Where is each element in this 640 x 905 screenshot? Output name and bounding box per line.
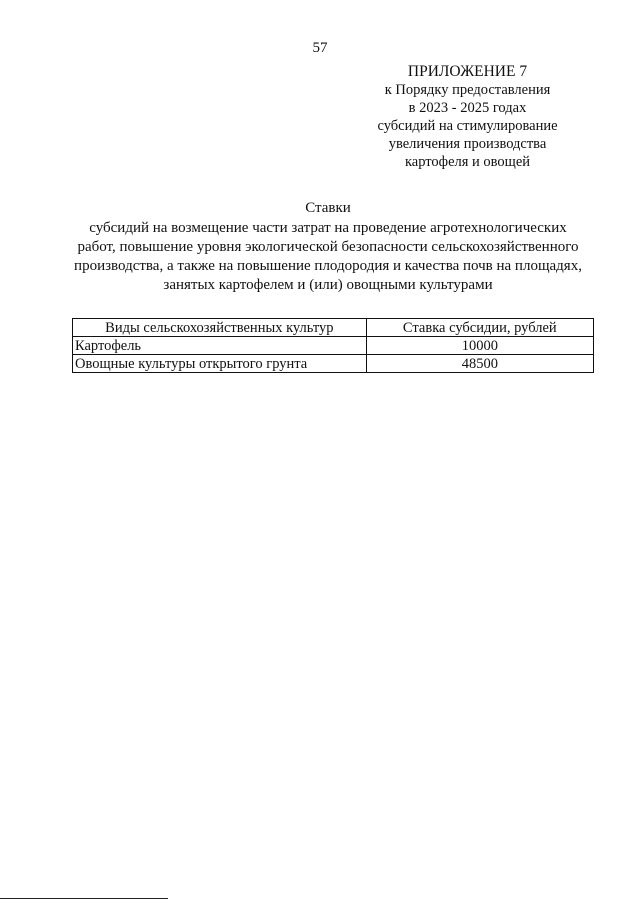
cell-rate: 48500 <box>366 355 593 373</box>
bottom-scan-line <box>0 898 168 899</box>
cell-rate: 10000 <box>366 337 593 355</box>
appendix-line: субсидий на стимулирование <box>377 118 558 134</box>
appendix-line: картофеля и овощей <box>404 154 531 170</box>
table-row <box>73 337 594 355</box>
subsidy-rates-table <box>72 318 594 373</box>
heading-line: занятых картофелем и (или) овощными культурами <box>163 277 493 293</box>
appendix-line: в 2023 - 2025 годах <box>408 100 527 116</box>
page-number: 57 <box>312 40 328 56</box>
table-header-row <box>73 319 594 337</box>
heading-line: субсидий на возмещение части затрат на проведение агротехнологических <box>89 220 567 236</box>
cell-crop: Картофель <box>73 337 367 355</box>
appendix-line: к Порядку предоставления <box>384 82 551 98</box>
table-row <box>73 355 594 373</box>
heading-title: Ставки <box>305 200 351 216</box>
heading-line: производства, а также на повышение плодородия и качества почв на площадях, <box>74 258 582 274</box>
header-crop-type: Виды сельскохозяйственных культур <box>73 319 367 337</box>
heading-line: работ, повышение уровня экологической безопасности сельскохозяйственного <box>77 239 579 255</box>
appendix-line: увеличения производства <box>388 136 547 152</box>
appendix-title: ПРИЛОЖЕНИЕ 7 <box>407 63 528 80</box>
header-subsidy-rate: Ставка субсидии, рублей <box>366 319 593 337</box>
cell-crop: Овощные культуры открытого грунта <box>73 355 367 373</box>
document-heading <box>60 199 596 295</box>
appendix-block <box>355 62 580 171</box>
